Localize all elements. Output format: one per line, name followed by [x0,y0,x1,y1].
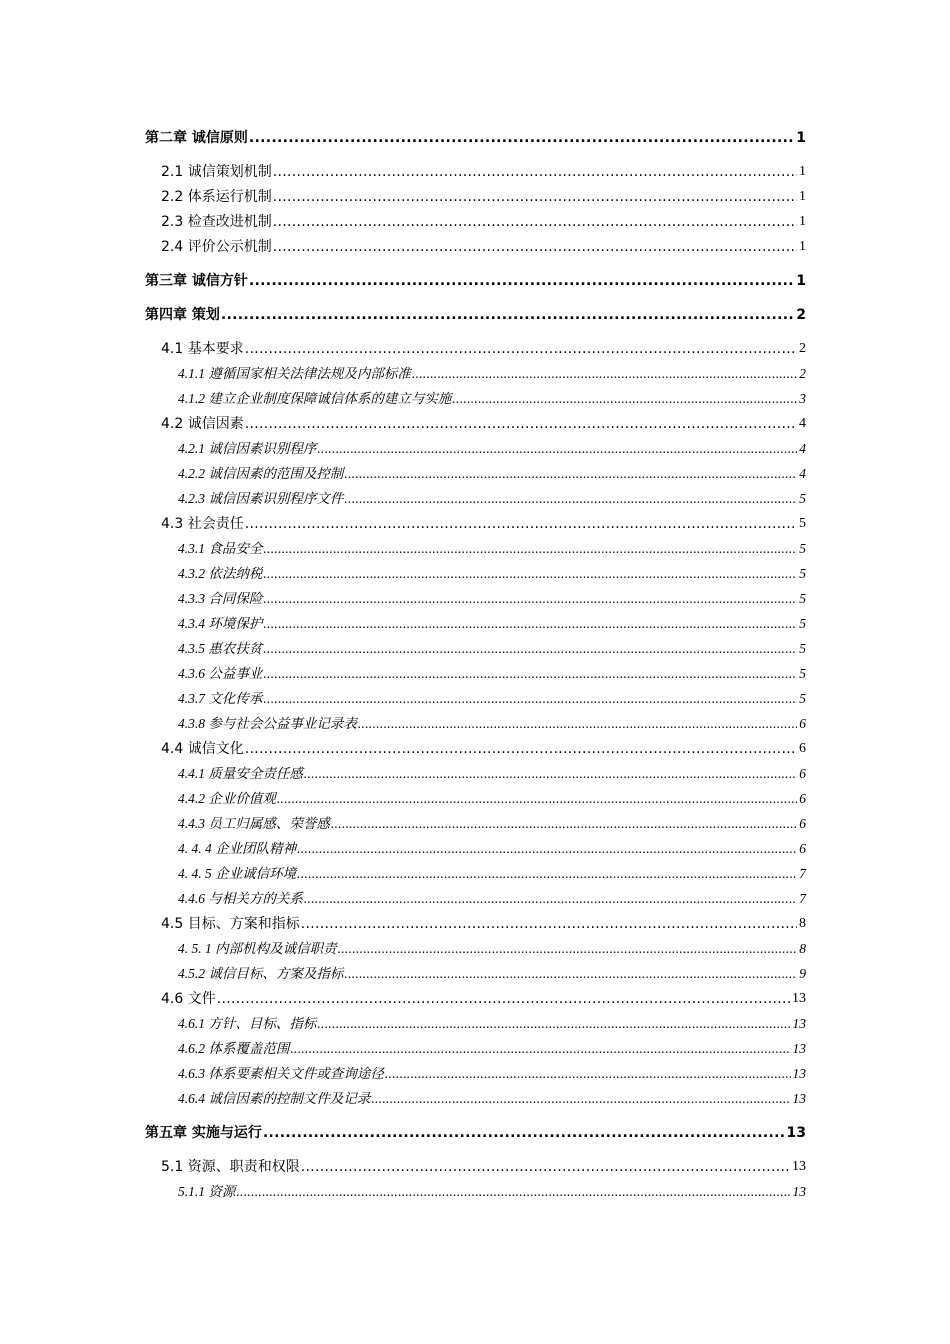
toc-page-number: 1 [796,273,806,289]
toc-dot-leader [272,188,797,206]
toc-entry-title: 4.6.4 诚信因素的控制文件及记录 [178,1091,371,1106]
toc-entry-level-2[interactable] [145,213,806,231]
toc-entry-level-3[interactable] [145,840,806,858]
toc-page-number: 6 [799,716,806,731]
toc-dot-leader [370,1090,790,1108]
toc-dot-leader [357,715,797,733]
toc-page-number: 5 [799,666,806,681]
toc-entry-level-2[interactable] [145,238,806,256]
toc-entry-level-3[interactable] [145,365,806,383]
toc-page-number: 9 [799,966,806,981]
toc-entry-title: 4.6.3 体系要素相关文件或查询途径 [178,1066,384,1081]
toc-entry-level-1[interactable] [145,129,806,147]
toc-dot-leader [343,490,797,508]
toc-entry-level-2[interactable] [145,515,806,533]
toc-entry-title: 4.1.1 遵循国家相关法律法规及内部标准 [178,366,411,381]
toc-dot-leader [303,765,797,783]
toc-entry-title: 4.4.6 与相关方的关系 [178,891,303,906]
toc-dot-leader [235,1183,790,1201]
toc-entry-title: 4. 4. 5 企业诚信环境 [178,866,297,881]
toc-page-number: 13 [792,1041,806,1056]
toc-entry-level-1[interactable] [145,272,806,290]
toc-entry-level-3[interactable] [145,690,806,708]
toc-dot-leader [411,365,797,383]
toc-page-number: 4 [799,441,806,456]
toc-page-number: 5 [799,491,806,506]
toc-entry-level-2[interactable] [145,415,806,433]
toc-page-number: 5 [799,591,806,606]
toc-entry-title: 第四章 策划 [145,307,220,323]
toc-page-number: 2 [799,341,806,356]
toc-entry-title: 4.3.5 惠农扶贫 [178,641,263,656]
toc-entry-title: 4.3.7 文化传承 [178,691,263,706]
toc-entry-level-3[interactable] [145,440,806,458]
toc-page-number: 13 [786,1125,806,1141]
toc-entry-title: 4.4.2 企业价值观 [178,791,276,806]
toc-entry-level-3[interactable] [145,965,806,983]
toc-dot-leader [300,1158,790,1176]
toc-dot-leader [262,1124,785,1142]
toc-entry-title: 4.3.1 食品安全 [178,541,263,556]
toc-page-number: 1 [799,239,806,254]
toc-entry-title: 4.3 社会责任 [161,516,244,532]
toc-entry-level-3[interactable] [145,1183,806,1201]
toc-entry-title: 4.1 基本要求 [161,341,244,357]
toc-dot-leader [272,213,797,231]
toc-entry-level-3[interactable] [145,815,806,833]
toc-dot-leader [244,415,797,433]
toc-dot-leader [337,940,798,958]
toc-page-number: 1 [799,214,806,229]
toc-entry-title: 4.5.2 诚信目标、方案及指标 [178,966,344,981]
toc-entry-title: 4.2.3 诚信因素识别程序文件 [178,491,344,506]
toc-page-number: 5 [799,516,806,531]
toc-entry-level-3[interactable] [145,565,806,583]
toc-page-number: 1 [799,164,806,179]
toc-page-number: 2 [796,307,806,323]
toc-entry-title: 4. 5. 1 内部机构及诚信职责 [178,941,337,956]
toc-dot-leader [244,740,797,758]
toc-page-number: 5 [799,616,806,631]
toc-entry-level-2[interactable] [145,915,806,933]
toc-page-number: 8 [799,916,806,931]
toc-page-number: 4 [799,416,806,431]
toc-page-number: 3 [799,391,806,406]
toc-page-number: 5 [799,691,806,706]
toc-dot-leader [244,340,797,358]
toc-dot-leader [248,129,794,147]
toc-entry-level-3[interactable] [145,540,806,558]
toc-page-number: 6 [799,816,806,831]
toc-entry-level-3[interactable] [145,615,806,633]
toc-entry-title: 第二章 诚信原则 [145,130,248,146]
toc-page-number: 5 [799,641,806,656]
toc-entry-title: 4.1.2 建立企业制度保障诚信体系的建立与实施 [178,391,452,406]
toc-page-number: 6 [799,841,806,856]
toc-page-number: 13 [792,1066,806,1081]
toc-entry-level-2[interactable] [145,163,806,181]
toc-dot-leader [384,1065,791,1083]
toc-entry-title: 4. 4. 4 企业团队精神 [178,841,297,856]
toc-page-number: 13 [792,991,806,1006]
toc-dot-leader [303,890,797,908]
toc-entry-level-3[interactable] [145,715,806,733]
toc-dot-leader [248,272,794,290]
toc-entry-title: 4.3.2 依法纳税 [178,566,263,581]
toc-entry-title: 第五章 实施与运行 [145,1125,262,1141]
toc-entry-level-3[interactable] [145,865,806,883]
toc-dot-leader [262,615,797,633]
toc-entry-title: 4.5 目标、方案和指标 [161,916,300,932]
toc-entry-level-3[interactable] [145,1040,806,1058]
toc-entry-title: 4.3.4 环境保护 [178,616,263,631]
toc-page-number: 6 [799,741,806,756]
toc-entry-title: 5.1 资源、职责和权限 [161,1159,300,1175]
toc-dot-leader [262,665,797,683]
toc-entry-title: 4.4.3 员工归属感、荣誉感 [178,816,330,831]
toc-page-number: 6 [799,791,806,806]
toc-page-number: 13 [792,1159,806,1174]
toc-page-number: 4 [799,466,806,481]
toc-entry-title: 4.6 文件 [161,991,216,1007]
toc-dot-leader [343,965,797,983]
toc-entry-title: 4.3.8 参与社会公益事业记录表 [178,716,357,731]
toc-entry-title: 第三章 诚信方针 [145,273,248,289]
toc-page-number: 7 [799,891,806,906]
toc-entry-level-1[interactable] [145,1124,806,1142]
toc-entry-title: 2.1 诚信策划机制 [161,164,272,180]
toc-page-number: 8 [799,941,806,956]
toc-entry-title: 4.3.3 合同保险 [178,591,263,606]
toc-entry-level-2[interactable] [145,188,806,206]
toc-dot-leader [300,915,797,933]
toc-entry-level-1[interactable] [145,306,806,324]
toc-dot-leader [296,865,797,883]
toc-entry-title: 2.3 检查改进机制 [161,214,272,230]
toc-dot-leader [272,238,797,256]
toc-entry-level-2[interactable] [145,990,806,1008]
toc-entry-title: 4.2 诚信因素 [161,416,244,432]
toc-page-number: 5 [799,541,806,556]
toc-page-number: 13 [792,1091,806,1106]
toc-page-number: 13 [792,1184,806,1199]
toc-dot-leader [262,540,797,558]
toc-entry-level-3[interactable] [145,640,806,658]
toc-entry-level-2[interactable] [145,1158,806,1176]
toc-entry-level-2[interactable] [145,340,806,358]
toc-page-number: 5 [799,566,806,581]
toc-entry-title: 4.4 诚信文化 [161,741,244,757]
toc-dot-leader [262,565,797,583]
toc-entry-level-3[interactable] [145,940,806,958]
toc-entry-title: 2.4 评价公示机制 [161,239,272,255]
toc-dot-leader [262,640,797,658]
toc-dot-leader [343,465,797,483]
toc-dot-leader [262,590,797,608]
toc-page-number: 1 [799,189,806,204]
toc-entry-level-3[interactable] [145,790,806,808]
toc-page-number: 7 [799,866,806,881]
toc-dot-leader [244,515,797,533]
toc-dot-leader [330,815,797,833]
toc-page-number: 13 [792,1016,806,1031]
toc-dot-leader [296,840,797,858]
toc-dot-leader [276,790,797,808]
toc-dot-leader [262,690,797,708]
toc-entry-level-3[interactable] [145,390,806,408]
toc-entry-level-3[interactable] [145,765,806,783]
toc-dot-leader [451,390,797,408]
toc-dot-leader [289,1040,790,1058]
toc-entry-level-3[interactable] [145,890,806,908]
toc-entry-level-3[interactable] [145,665,806,683]
toc-entry-level-3[interactable] [145,590,806,608]
toc-entry-title: 2.2 体系运行机制 [161,189,272,205]
toc-page-number: 2 [799,366,806,381]
toc-entry-level-3[interactable] [145,490,806,508]
toc-entry-level-3[interactable] [145,465,806,483]
toc-dot-leader [220,306,794,324]
toc-entry-title: 4.6.1 方针、目标、指标 [178,1016,317,1031]
toc-entry-title: 5.1.1 资源 [178,1184,236,1199]
toc-dot-leader [316,1015,790,1033]
toc-entry-level-3[interactable] [145,1090,806,1108]
toc-entry-level-2[interactable] [145,740,806,758]
toc-page-number: 6 [799,766,806,781]
toc-dot-leader [316,440,797,458]
toc-entry-level-3[interactable] [145,1015,806,1033]
toc-dot-leader [272,163,797,181]
toc-entry-title: 4.3.6 公益事业 [178,666,263,681]
toc-page-number: 1 [796,130,806,146]
toc-entry-title: 4.6.2 体系覆盖范围 [178,1041,290,1056]
toc-entry-title: 4.2.2 诚信因素的范围及控制 [178,466,344,481]
toc-entry-title: 4.2.1 诚信因素识别程序 [178,441,317,456]
toc-dot-leader [216,990,790,1008]
toc-entry-level-3[interactable] [145,1065,806,1083]
toc-entry-title: 4.4.1 质量安全责任感 [178,766,303,781]
